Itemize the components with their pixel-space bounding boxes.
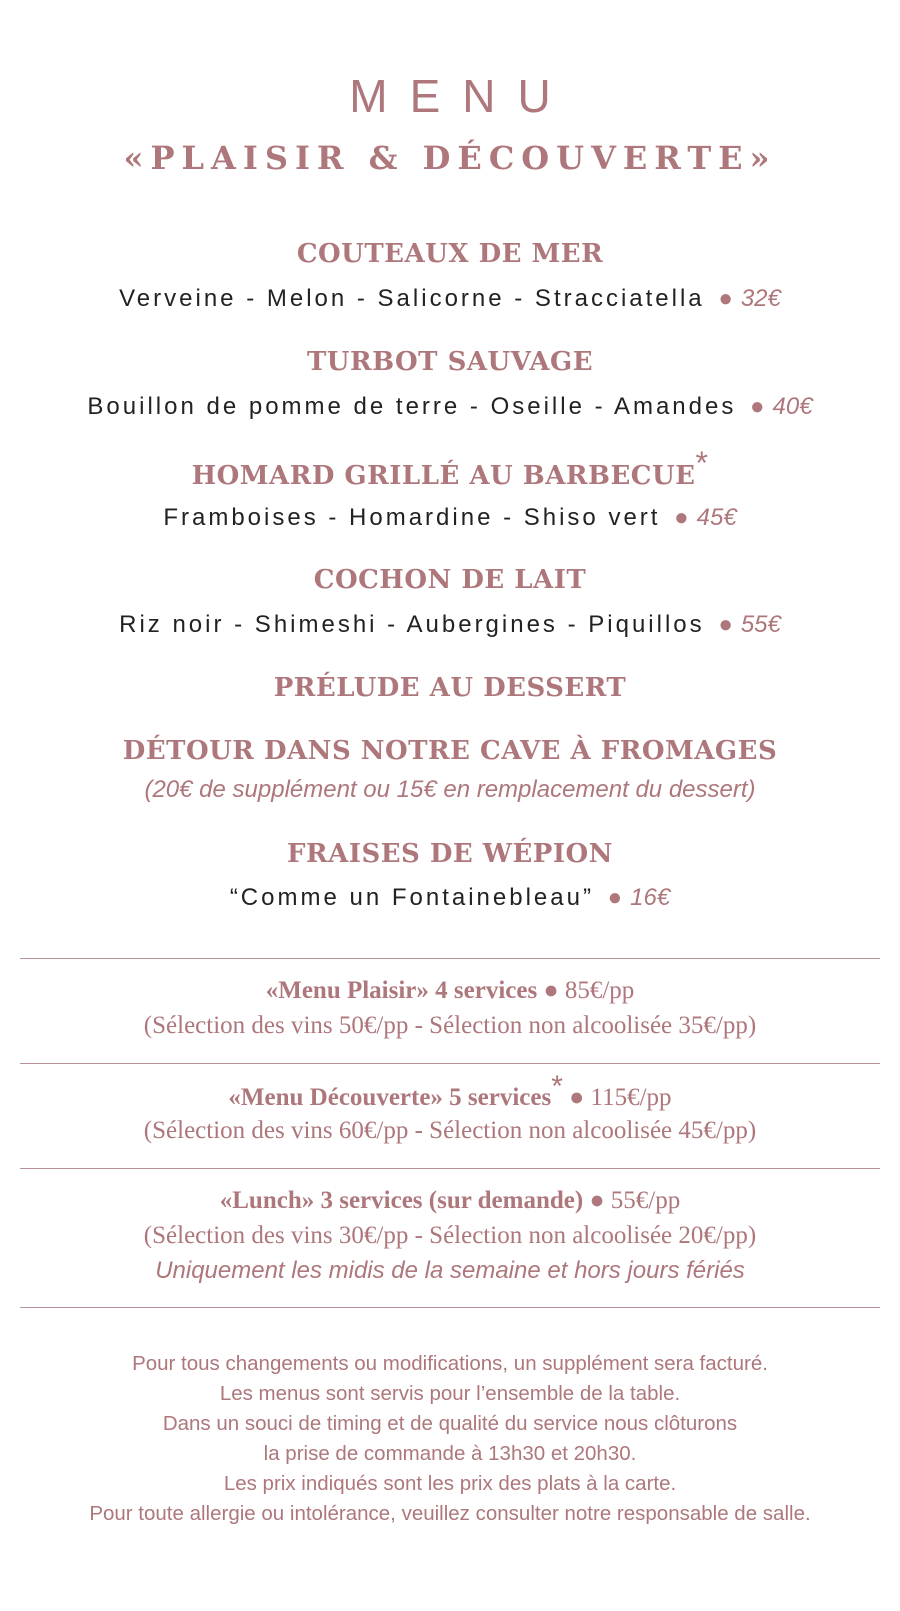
menu-title: MENU	[349, 70, 573, 122]
formula-lunch	[0, 1184, 900, 1218]
footer-line: Dans un souci de timing et de qualité du service nous clôturons	[162, 1412, 738, 1435]
footer-line: Pour tous changements ou modifications, un supplément sera facturé.	[132, 1352, 768, 1375]
formula-lunch-wine: (Sélection des vins 30€/pp - Sélection non alcoolisée 20€/pp)	[143, 1222, 757, 1249]
dish-title-fraises	[0, 836, 900, 872]
formula-price: 85€/pp	[564, 977, 635, 1004]
footer-notes	[0, 1349, 900, 1529]
dish-ingredients: Framboises - Homardine - Shiso vert	[163, 504, 661, 531]
bullet-dot: ●	[674, 504, 689, 531]
asterisk-icon: *	[695, 445, 709, 481]
dish-title-homard	[0, 445, 900, 494]
dish-ingredients: “Comme un Fontainebleau”	[229, 884, 594, 911]
dish-price: 32€	[740, 285, 781, 312]
dish-price: 45€	[696, 504, 737, 531]
dish-name: FRAISES DE WÉPION	[287, 839, 613, 869]
dish-ingredients: Bouillon de pomme de terre - Oseille - Amandes	[87, 393, 737, 420]
divider	[20, 1063, 880, 1064]
dish-title-prelude	[0, 670, 900, 706]
divider	[20, 958, 880, 959]
asterisk-icon: *	[551, 1070, 563, 1103]
footer-line: la prise de commande à 13h30 et 20h30.	[263, 1442, 637, 1465]
formula-name: «Lunch» 3 services (sur demande)	[219, 1187, 584, 1214]
divider	[20, 1168, 880, 1169]
dish-note-fromages: (20€ de supplément ou 15€ en remplacement du dessert)	[144, 776, 756, 803]
formula-decouverte-wine: (Sélection des vins 60€/pp - Sélection non alcoolisée 45€/pp)	[143, 1117, 757, 1144]
dish-title-turbot	[0, 344, 900, 380]
dish-name: COCHON DE LAIT	[313, 565, 587, 595]
dish-title-fromages	[0, 733, 900, 769]
dish-ingredients: Verveine - Melon - Salicorne - Stracciatella	[119, 285, 705, 312]
dish-price: 40€	[772, 393, 813, 420]
bullet-dot: ●	[589, 1187, 605, 1214]
dish-title-couteaux	[0, 236, 900, 272]
footer-line: Les menus sont servis pour l’ensemble de la table.	[219, 1382, 681, 1405]
dish-price: 16€	[630, 884, 671, 911]
footer-line: Les prix indiqués sont les prix des plats à la carte.	[223, 1472, 677, 1495]
dish-ingredients: Riz noir - Shimeshi - Aubergines - Piquillos	[119, 611, 705, 638]
formula-lunch-note: Uniquement les midis de la semaine et hors jours fériés	[155, 1257, 745, 1284]
dish-name: COUTEAUX DE MER	[296, 239, 604, 269]
menu-subtitle: «PLAISIR & DÉCOUVERTE»	[123, 139, 777, 177]
dish-price: 55€	[740, 611, 781, 638]
dish-description-homard	[0, 502, 900, 534]
dish-name: DÉTOUR DANS NOTRE CAVE À FROMAGES	[122, 736, 778, 766]
divider	[20, 1307, 880, 1308]
dish-name: HOMARD GRILLÉ AU BARBECUE	[191, 461, 696, 491]
formula-decouverte	[0, 1070, 900, 1115]
formula-plaisir	[0, 974, 900, 1008]
formula-name: «Menu Découverte» 5 services	[228, 1084, 552, 1111]
bullet-dot: ●	[543, 977, 559, 1004]
formula-price: 55€/pp	[610, 1187, 681, 1214]
bullet-dot: ●	[718, 285, 733, 312]
dish-name: PRÉLUDE AU DESSERT	[273, 673, 627, 703]
bullet-dot: ●	[569, 1084, 585, 1111]
formula-price: 115€/pp	[590, 1084, 672, 1111]
dish-description-turbot	[0, 391, 900, 423]
dish-description-couteaux	[0, 283, 900, 315]
dish-title-cochon	[0, 562, 900, 598]
dish-description-fraises	[0, 882, 900, 914]
formula-plaisir-wine: (Sélection des vins 50€/pp - Sélection non alcoolisée 35€/pp)	[143, 1012, 757, 1039]
bullet-dot: ●	[607, 884, 623, 911]
dish-name: TURBOT SAUVAGE	[306, 347, 594, 377]
formula-name: «Menu Plaisir» 4 services	[265, 977, 538, 1004]
bullet-dot: ●	[750, 393, 765, 420]
dish-description-cochon	[0, 609, 900, 641]
bullet-dot: ●	[718, 611, 733, 638]
footer-line: Pour toute allergie ou intolérance, veuillez consulter notre responsable de salle.	[89, 1502, 811, 1525]
